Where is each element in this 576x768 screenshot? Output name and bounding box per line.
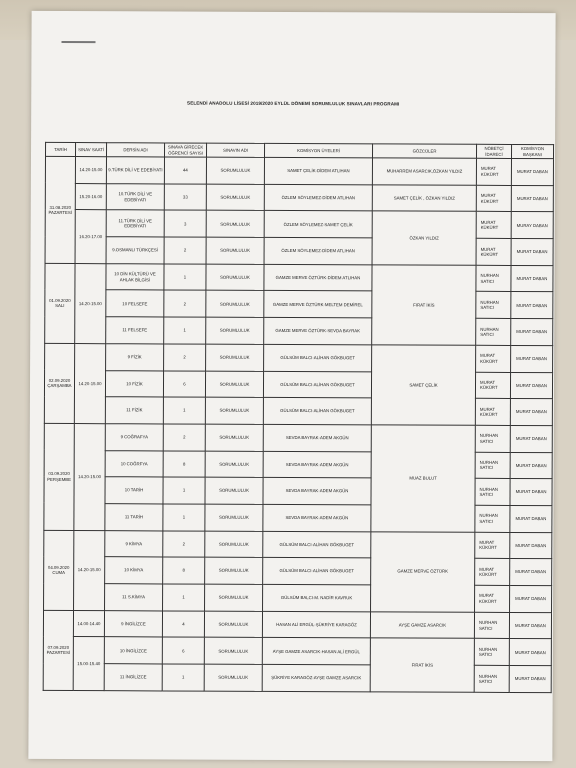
admin-cell: NURHAN SATICI	[474, 612, 509, 639]
committee-cell: SEVDA BAYRAK-ADEM AKGÜN	[263, 451, 371, 478]
admin-cell: NURHAN SATICI	[475, 425, 510, 452]
committee-cell: GAMZE MERVE ÖZTÜRK-SEVDA BAYRAK	[264, 318, 372, 345]
committee-cell: GÜLSÜM BALCI-ALİHAN GÖKBUGET	[263, 531, 371, 558]
date-cell: 07.09.2020 PAZARTESİ	[43, 610, 73, 690]
course-cell: 10 İNGİLİZCE	[104, 637, 162, 664]
admin-cell: MURAT KÜKÜRT	[476, 158, 511, 185]
exam-cell: SORUMLULUK	[206, 317, 264, 344]
chair-cell: MURAT DABAN	[511, 345, 553, 372]
course-cell: 10 FELSEFE	[106, 290, 164, 317]
table-row	[45, 236, 553, 265]
table-row	[45, 183, 553, 212]
course-cell: 11 S.KİMYA	[105, 584, 163, 611]
chair-cell: MURAY DABAN	[511, 212, 553, 239]
exam-cell: SORUMLULUK	[206, 291, 264, 318]
chair-cell: MURAT DABAN	[511, 292, 553, 319]
admin-cell: MURAT KÜKÜRT	[475, 398, 510, 425]
admin-cell: NURHAN SATICI	[476, 265, 511, 292]
course-cell: 10 COĞRFYA	[105, 450, 163, 477]
exam-cell: SORUMLULUK	[205, 424, 263, 451]
course-cell: 11 FİZİK	[105, 397, 163, 424]
chair-cell: MURAT DABAN	[510, 372, 552, 399]
committee-cell: ŞÜKRİYE KARAGÖZ-AYŞE GAMZE ASARCIK	[262, 664, 370, 691]
admin-cell: NURHAN SATICI	[475, 505, 510, 532]
observer-cell: FIRAT İKİS	[372, 265, 476, 346]
count-cell: 1	[163, 504, 205, 531]
chair-cell: MURAT DABAN	[511, 158, 553, 185]
exam-cell: SORUMLULUK	[204, 664, 262, 691]
exam-cell: SORUMLULUK	[205, 584, 263, 611]
exam-cell: SORUMLULUK	[206, 210, 264, 237]
count-cell: 6	[163, 370, 205, 397]
course-cell: 10 FİZİK	[105, 370, 163, 397]
observer-cell: SAMET ÇELİK	[371, 345, 475, 426]
chair-cell: MURAT DABAN	[510, 425, 552, 452]
exam-cell: SORUMLULUK	[205, 397, 263, 424]
chair-cell: MURAT DABAN	[511, 239, 553, 266]
document-page	[28, 11, 555, 761]
chair-cell: MURAT DABAN	[510, 505, 552, 532]
count-cell: 8	[163, 557, 205, 584]
date-cell: 02.09.2020 ÇARŞAMBA	[44, 343, 74, 423]
time-cell: 14.20-15.00	[74, 343, 105, 423]
exam-cell: SORUMLULUK	[204, 611, 262, 638]
course-cell: 9 FİZİK	[106, 343, 164, 370]
count-cell: 1	[163, 477, 205, 504]
chair-cell: MURAT DABAN	[510, 452, 552, 479]
count-cell: 2	[164, 290, 206, 317]
committee-cell: GÜLSÜM BALCI-ALİHAN GÖKBUGET	[263, 558, 371, 585]
count-cell: 33	[164, 184, 206, 211]
chair-cell: MURAT DABAN	[509, 666, 551, 693]
date-cell: 31.08.2020 PAZARTESİ	[45, 156, 75, 263]
header-chair: KOMİSYON BAŞKANI	[511, 144, 553, 158]
observer-cell: FIRAT İKİS	[370, 638, 474, 692]
table-row	[43, 610, 551, 639]
committee-cell: SEVDA BAYRAK-ADEM AKGÜN	[263, 478, 371, 505]
committee-cell: GÜLSÜM BALCI-M. NADİR KAVRUK	[263, 584, 371, 611]
exam-cell: SORUMLULUK	[205, 531, 263, 558]
table-row	[44, 423, 552, 452]
table-row	[44, 450, 552, 479]
committee-cell: ÖZLEM SÖYLEMEZ-DİDEM ATLIHAN	[264, 184, 372, 211]
committee-cell: SEVDA BAYRAK-ADEM AKGÜN	[263, 504, 371, 531]
count-cell: 1	[164, 317, 206, 344]
exam-cell: SORUMLULUK	[205, 504, 263, 531]
committee-cell: HASAN ALİ ERGÜL-ŞÜKRİYE KARAGÖZ	[262, 611, 370, 638]
table-row	[44, 477, 552, 506]
admin-cell: MURAT KÜKÜRT	[475, 585, 510, 612]
admin-cell: NURHAN SATICI	[476, 292, 511, 319]
time-cell: 14.20-15.00	[75, 157, 106, 184]
committee-cell: SEVDA BAYRAK-ADEM AKGÜN	[263, 424, 371, 451]
admin-cell: MURAT KÜKÜRT	[476, 212, 511, 239]
committee-cell: GAMZE MERVE ÖZTÜRK-DİDEM ATLIHAN	[264, 264, 372, 291]
committee-cell: GAMZE MERVE ÖZTÜRK-MELTEM DEMİREL	[264, 291, 372, 318]
exam-cell: SORUMLULUK	[206, 264, 264, 291]
course-cell: 10 TARİH	[105, 477, 163, 504]
exam-cell: SORUMLULUK	[206, 184, 264, 211]
count-cell: 6	[162, 637, 204, 664]
table-row	[45, 156, 553, 185]
course-cell: 9.TÜRK DİLİ VE EDEBİYATI	[106, 157, 164, 184]
header-course: DERSİN ADI	[106, 143, 164, 157]
admin-cell: NURHAN SATICI	[475, 479, 510, 506]
table-row	[45, 263, 553, 292]
document-title: SELENDİ ANADOLU LİSESİ 2019/2020 EYLÜL DÖNEMİ SORUMLULUK SINAVLARI PROGRAMI	[187, 100, 400, 107]
course-cell: 9 KİMYA	[105, 530, 163, 557]
table-row	[45, 343, 553, 372]
header-observers: GÖZCÜLER	[372, 144, 476, 158]
course-cell: 10 DİN KÜLTÜRÜ VE AHLAK BİLGİSİ	[106, 263, 164, 290]
committee-cell: ÖZLEM SÖYLEMEZ-SAMET ÇELİK	[264, 211, 372, 238]
committee-cell: AYŞE GAMZE ASARCIK-HASAN ALİ ERGÜL	[262, 638, 370, 665]
count-cell: 3	[164, 210, 206, 237]
admin-cell: NURHAN SATICI	[475, 452, 510, 479]
time-cell: 14.00-14.40	[73, 610, 104, 637]
observer-cell: AYŞE GAMZE ASARCIK	[370, 612, 474, 639]
exam-cell: SORUMLULUK	[206, 344, 264, 371]
header-exam: SINAVIN ADI	[206, 143, 264, 157]
admin-cell: NURHAN SATICI	[476, 318, 511, 345]
course-cell: 10 KİMYA	[105, 557, 163, 584]
exam-cell: SORUMLULUK	[205, 557, 263, 584]
count-cell: 2	[163, 424, 205, 451]
admin-cell: MURAT KÜKÜRT	[475, 372, 510, 399]
count-cell: 2	[164, 344, 206, 371]
admin-cell: MURAT KÜKÜRT	[476, 238, 511, 265]
table-row	[44, 503, 552, 532]
date-cell: 04.09.2020 CUMA	[44, 530, 74, 610]
time-cell: 14.20-15.00	[74, 423, 105, 530]
header-date: TARİH	[45, 142, 75, 156]
table-row	[44, 583, 552, 612]
time-cell: 15.20-16.00	[75, 183, 106, 210]
chair-cell: MURAT DABAN	[510, 585, 552, 612]
table-row	[45, 210, 553, 239]
table-row	[45, 290, 553, 319]
chair-cell: MURAT DABAN	[510, 399, 552, 426]
time-cell: 16.20-17.00	[75, 210, 106, 264]
observer-cell: MUHARREM ASARCIK,ÖZKAN YILDIZ	[372, 158, 476, 185]
exam-cell: SORUMLULUK	[205, 477, 263, 504]
committee-cell: GÜLSÜM BALCI-ALİHAN GÖKBUGET	[264, 344, 372, 371]
chair-cell: MURAT DABAN	[511, 185, 553, 212]
count-cell: 4	[162, 611, 204, 638]
chair-cell: MURAT DABAN	[510, 532, 552, 559]
table-row	[43, 637, 551, 666]
admin-cell: MURAT KÜKÜRT	[475, 559, 510, 586]
table-row	[44, 397, 552, 426]
chair-cell: MURAT DABAN	[510, 559, 552, 586]
course-cell: 9 İNGİLİZCE	[104, 610, 162, 637]
course-cell: 9.OSMANLI TÜRKÇESİ	[106, 237, 164, 264]
course-cell: 11 FELSEFE	[106, 317, 164, 344]
exam-cell: SORUMLULUK	[205, 451, 263, 478]
header-admin: NÖBETÇİ İDARECİ	[476, 144, 511, 158]
count-cell: 1	[163, 584, 205, 611]
exam-schedule-table	[43, 142, 554, 693]
header-time: SINAV SAATİ	[75, 143, 106, 157]
course-cell: 11 TARİH	[105, 504, 163, 531]
chair-cell: MURAT DABAN	[509, 612, 551, 639]
time-cell: 15.00-15.40	[73, 637, 104, 691]
time-cell: 14.20-15.00	[75, 263, 106, 343]
date-cell: 01.09.2020 SALI	[45, 263, 75, 343]
admin-cell: NURHAN SATICI	[474, 639, 509, 666]
count-cell: 1	[164, 264, 206, 291]
count-cell: 1	[162, 664, 204, 691]
course-cell: 10.TÜRK DİLİ VE EDEBİYATI	[106, 183, 164, 210]
course-cell: 9 COĞRAFYA	[105, 424, 163, 451]
chair-cell: MURAT DABAN	[510, 479, 552, 506]
chair-cell: MURAT DABAN	[509, 639, 551, 666]
count-cell: 2	[163, 531, 205, 558]
count-cell: 8	[163, 451, 205, 478]
course-cell: 11 İNGİLİZCE	[104, 664, 162, 691]
exam-cell: SORUMLULUK	[204, 637, 262, 664]
table-row	[44, 530, 552, 559]
table-row	[44, 370, 552, 399]
committee-cell: SAMET ÇELİK-DİDEM ATLIHAN	[264, 157, 372, 184]
observer-cell: ÖZKAN YILDIZ	[372, 211, 476, 265]
header-committee: KOMİSYON ÜYELERİ	[264, 143, 372, 157]
count-cell: 1	[163, 397, 205, 424]
chair-cell: MURAT DABAN	[511, 265, 553, 292]
committee-cell: GÜLSÜM BALCI-ALİHAN GÖKBUGET	[263, 398, 371, 425]
exam-cell: SORUMLULUK	[206, 237, 264, 264]
course-cell: 11.TÜRK DİLİ VE EDEBİYATI	[106, 210, 164, 237]
table-row	[43, 663, 551, 692]
committee-cell: ÖZLEM SÖYLEMEZ-DİDEM ATLIHAN	[264, 237, 372, 264]
table-row	[45, 317, 553, 346]
admin-cell: MURAT KÜKÜRT	[476, 185, 511, 212]
count-cell: 2	[164, 237, 206, 264]
exam-cell: SORUMLULUK	[206, 157, 264, 184]
admin-cell: NURHAN SATICI	[474, 665, 509, 692]
committee-cell: GÜLSÜM BALCI-ALİHAN GÖKBUGET	[263, 371, 371, 398]
count-cell: 44	[164, 157, 206, 184]
observer-cell: GAMZE MERVE ÖZTÜRK	[371, 531, 475, 612]
time-cell: 14.20-15.00	[74, 530, 105, 610]
exam-cell: SORUMLULUK	[205, 371, 263, 398]
header-count: SINAVA GİRECEK ÖĞRENCİ SAYISI	[164, 143, 206, 157]
date-cell: 03.09.2020 PERŞEMBE	[44, 423, 74, 530]
pen-mark	[61, 41, 95, 43]
chair-cell: MURAT DABAN	[511, 319, 553, 346]
admin-cell: MURAT KÜKÜRT	[476, 345, 511, 372]
observer-cell: SAMET ÇELİK , ÖZKAN YILDIZ	[372, 185, 476, 212]
admin-cell: MURAT KÜKÜRT	[475, 532, 510, 559]
observer-cell: MUAZ BULUT	[371, 425, 475, 532]
table-row	[44, 557, 552, 586]
